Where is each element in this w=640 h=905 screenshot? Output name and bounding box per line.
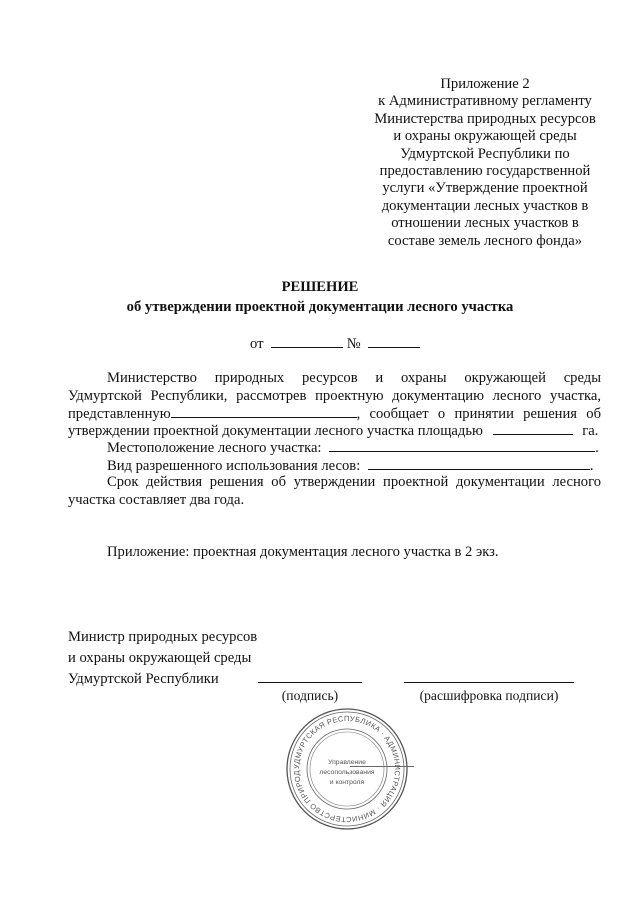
submitted-by-label: представленную [68, 406, 171, 422]
stamp-underline [350, 766, 414, 767]
body-p1-line2: Удмуртской Республики, рассмотрев проектную документацию лесного участка, [68, 388, 601, 404]
official-stamp [284, 706, 410, 832]
term-line2: участка составляет два года. [68, 492, 245, 508]
usage-blank [368, 457, 590, 470]
body-p1-line4 [68, 422, 598, 441]
body-p1-line1: Министерство природных ресурсов и охраны окружающей среды [107, 370, 601, 386]
signatory-line: Министр природных ресурсов [68, 629, 258, 645]
location-label: Местоположение лесного участка: [107, 440, 322, 456]
number-label: № [346, 336, 361, 352]
number-blank [368, 335, 420, 348]
document-subtitle: об утверждении проектной документации лесного участка [126, 299, 514, 315]
body-p1-line3 [68, 405, 601, 424]
usage-label: Вид разрешенного использования лесов: [107, 458, 361, 474]
signatory-line: Удмуртской Республики [68, 671, 219, 687]
appendix-line: документации лесных участков в [381, 197, 589, 214]
signatory-line: и охраны окружающей среды [68, 650, 252, 666]
appendix-line: Удмуртской Республики по [400, 145, 570, 162]
location-line [107, 439, 599, 458]
decision-text: , сообщает о принятии решения об [356, 406, 601, 422]
area-unit: га. [582, 423, 599, 439]
stamp-center-line: лесопользования [319, 769, 375, 776]
usage-line [107, 457, 594, 476]
decode-caption: (расшифровка подписи) [419, 688, 559, 703]
signature-caption: (подпись) [281, 688, 339, 703]
date-number-line [250, 335, 420, 354]
date-blank [271, 335, 343, 348]
stamp-ring-text: УДМУРТСКАЯ РЕСПУБЛИКА · АДМИНИСТРАЦИЯ · МИНИСТЕРСТВО ПРИРОД [291, 713, 403, 825]
signatory-title [68, 627, 257, 690]
stamp-center-line: Управление [328, 759, 366, 766]
area-label: утверждении проектной документации лесного участка площадью [68, 423, 483, 439]
appendix-line: отношении лесных участков в [391, 215, 579, 232]
signature-line [258, 682, 362, 683]
appendix-line: Министерства природных ресурсов [374, 110, 596, 127]
appendix-line: к Административному регламенту [378, 93, 592, 110]
location-blank [329, 439, 595, 452]
appendix-line: Приложение 2 [440, 76, 530, 92]
decode-line [404, 682, 574, 683]
area-blank [493, 422, 573, 435]
appendix-line: услуги «Утверждение проектной [382, 180, 588, 197]
appendix-line: и охраны окружающей среды [393, 128, 577, 145]
submitted-by-blank [171, 405, 357, 418]
stamp-center-line: и контроля [329, 779, 365, 786]
appendix-line: предоставлению государственной [379, 163, 591, 180]
location-end: . [595, 440, 599, 456]
date-label: от [250, 336, 264, 352]
usage-end: . [589, 458, 594, 474]
appendix-note [362, 76, 608, 250]
term-line1: Срок действия решения об утверждении проектной документации лесного [107, 474, 601, 490]
attachment-note: Приложение: проектная документация лесного участка в 2 экз. [107, 544, 499, 560]
document-title: РЕШЕНИЕ [281, 279, 359, 295]
stamp-seal [284, 706, 410, 832]
appendix-line: составе земель лесного фонда» [387, 232, 583, 249]
